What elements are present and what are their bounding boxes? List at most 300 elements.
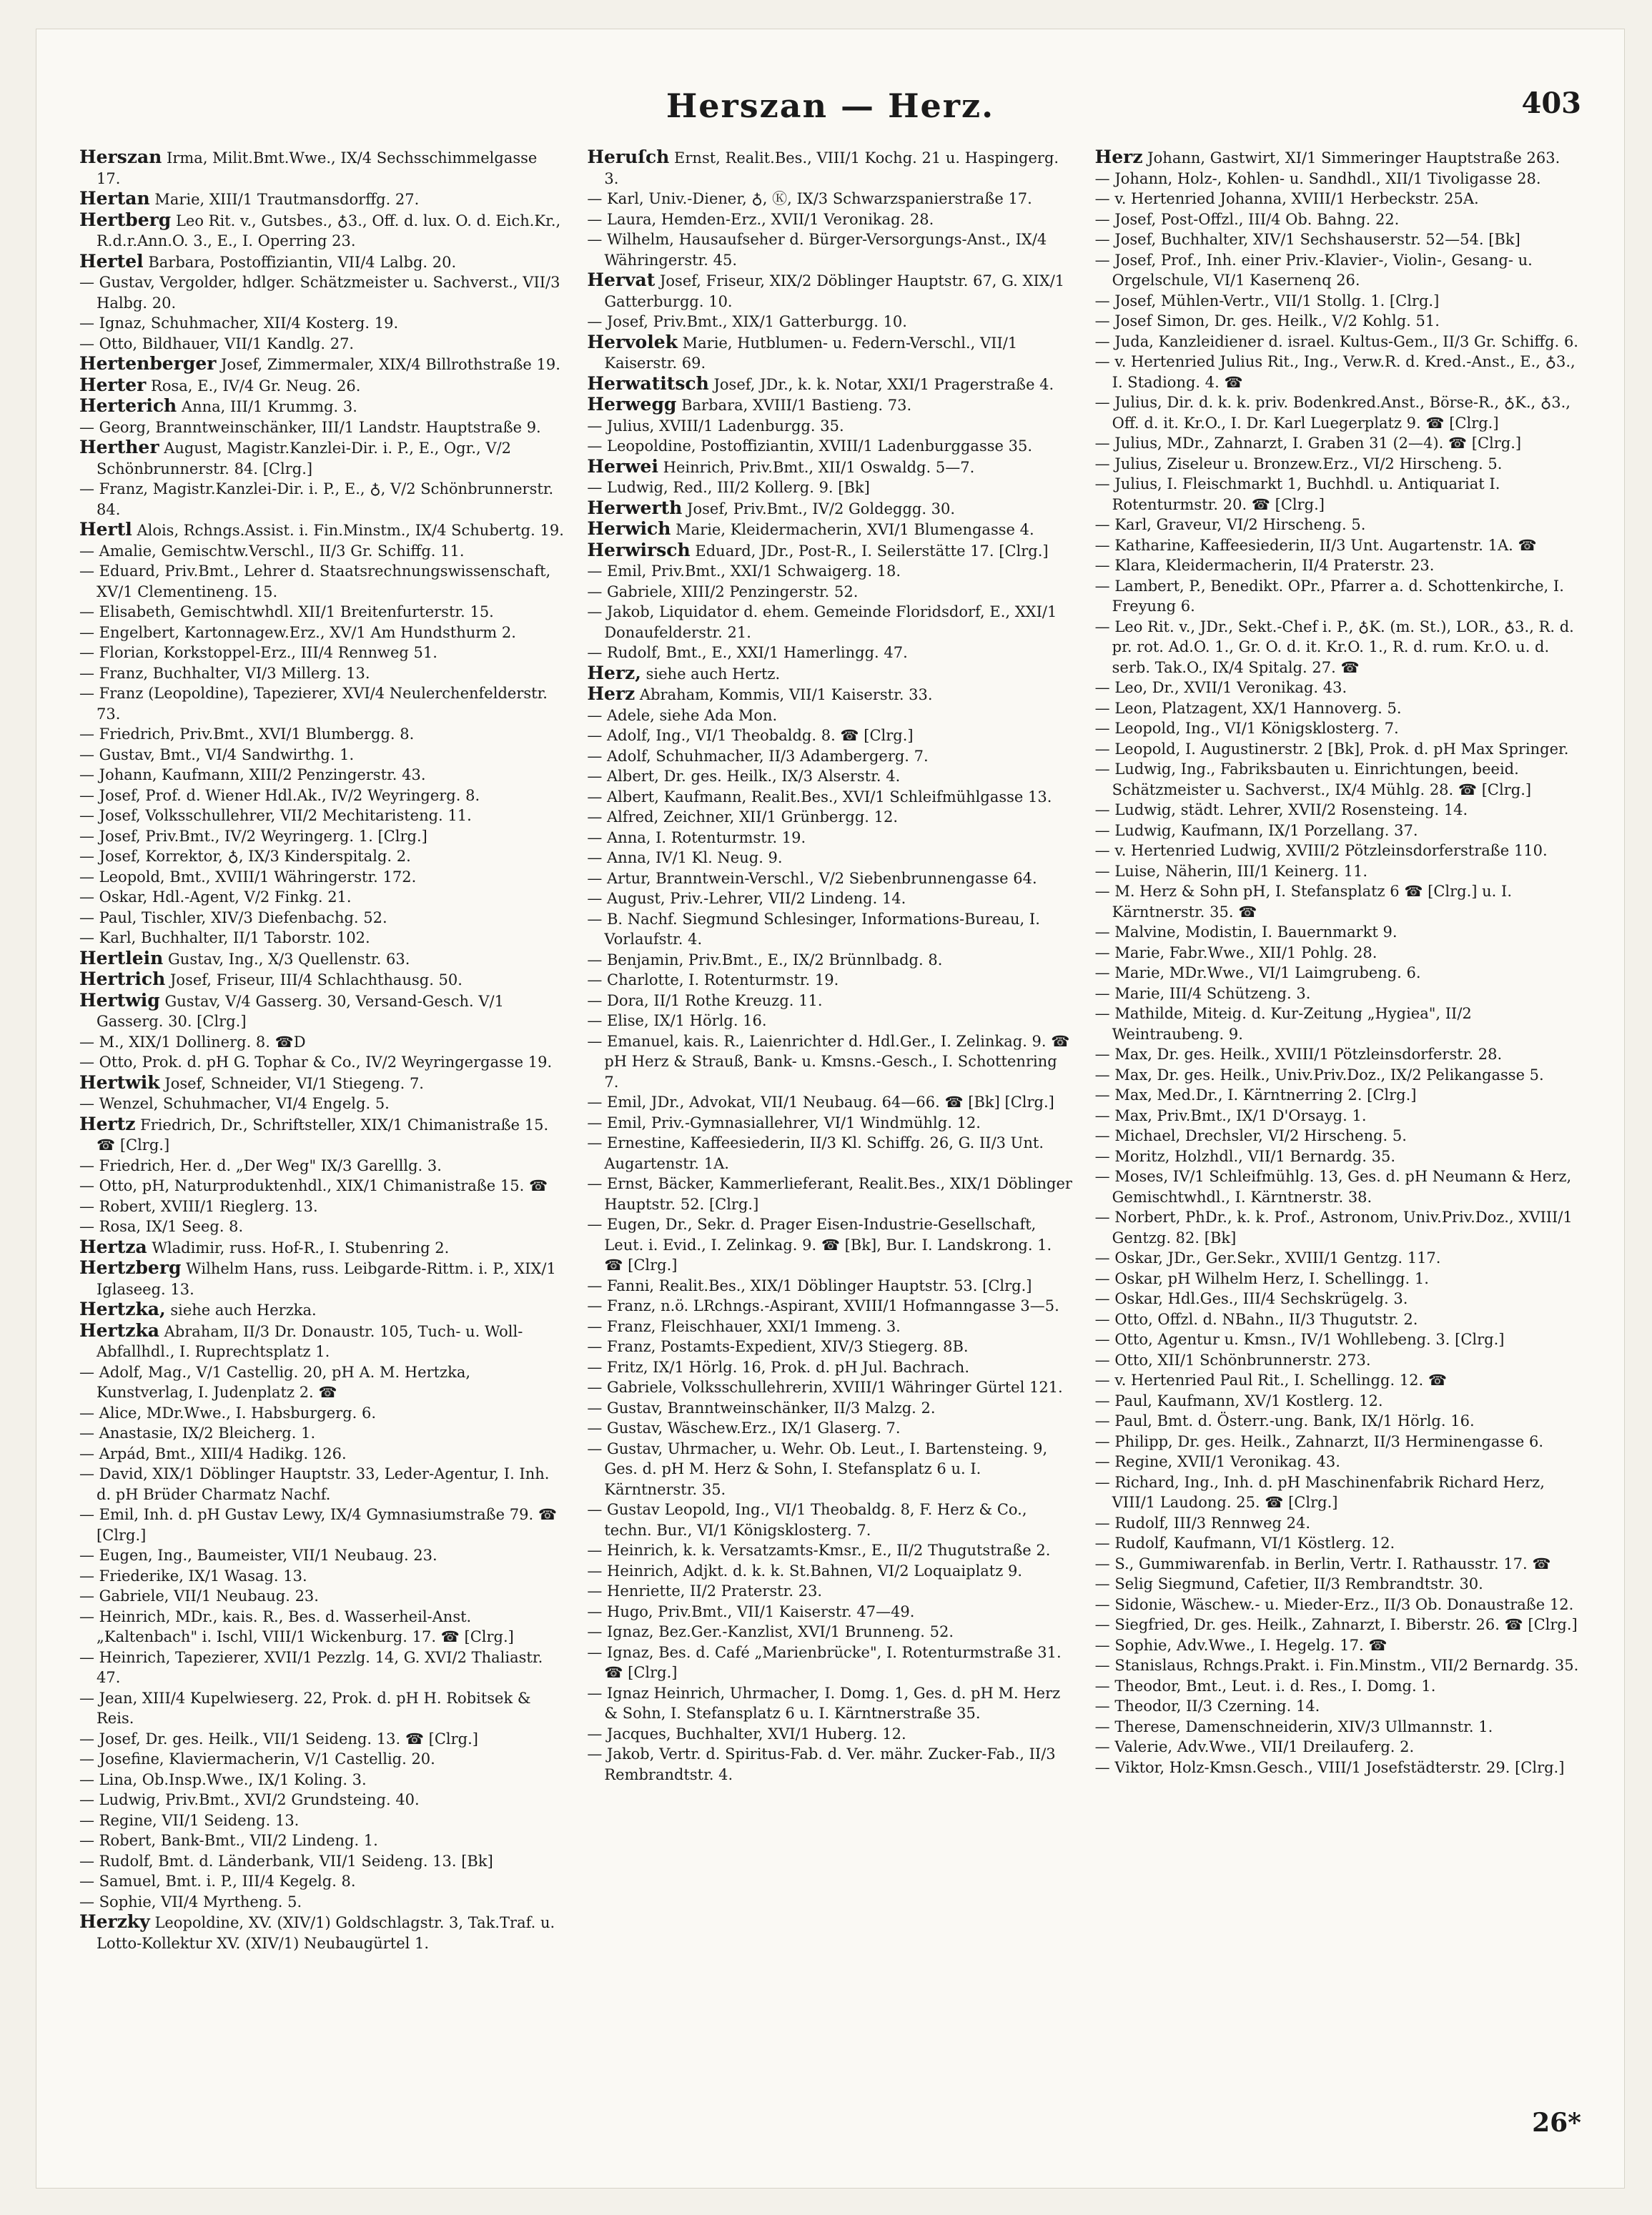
entry-text: — Hugo, Priv.Bmt., VII/1 Kaiserstr. 47—49. bbox=[587, 1602, 915, 1620]
directory-entry bbox=[1095, 1207, 1581, 1248]
directory-entry bbox=[1095, 800, 1581, 821]
entry-text: — Friedrich, Priv.Bmt., XVI/1 Blumbergg. 8. bbox=[79, 725, 415, 743]
entry-surname: Herwerth bbox=[587, 497, 683, 518]
entry-text: — Therese, Damenschneiderin, XIV/3 Ullmannstr. 1. bbox=[1094, 1718, 1493, 1735]
entry-text: August, Magistr.Kanzlei-Dir. i. P., E., Ogr., V/2 Schönbrunnerstr. 84. [Clrg.] bbox=[97, 440, 511, 477]
directory-entry bbox=[1095, 1472, 1581, 1513]
entry-text: — Ernst, Bäcker, Kammerlieferant, Realit.Bes., XIX/1 Döblinger Hauptstr. 52. [Clrg.] bbox=[587, 1175, 1072, 1213]
entry-text: Gustav, Ing., X/3 Quellenstr. 63. bbox=[168, 950, 410, 968]
entry-text: — Emil, JDr., Advokat, VII/1 Neubaug. 64—66. ☎ [Bk] [Clrg.] bbox=[587, 1094, 1054, 1111]
directory-entry bbox=[587, 312, 1073, 332]
directory-entry bbox=[79, 1176, 565, 1196]
entry-text: — Josef Simon, Dr. ges. Heilk., V/2 Kohlg. 51. bbox=[1094, 312, 1440, 329]
directory-entry bbox=[1095, 698, 1581, 719]
entry-text: — Oskar, pH Wilhelm Herz, I. Schellingg. 1. bbox=[1094, 1269, 1429, 1287]
directory-entry bbox=[79, 1586, 565, 1607]
directory-entry bbox=[79, 1423, 565, 1444]
entry-text: — Leo, Dr., XVII/1 Veronikag. 43. bbox=[1094, 679, 1347, 696]
directory-entry bbox=[1095, 821, 1581, 841]
directory-entry bbox=[79, 1237, 565, 1259]
directory-entry bbox=[79, 1871, 565, 1892]
entry-text: — v. Hertenried Ludwig, XVIII/2 Pötzleinsdorferstraße 110. bbox=[1094, 842, 1548, 859]
directory-entry bbox=[1095, 189, 1581, 209]
entry-text: — Oskar, Hdl.Ges., III/4 Sechskrügelg. 3. bbox=[1094, 1290, 1408, 1307]
directory-entry bbox=[79, 826, 565, 847]
directory-entry bbox=[587, 147, 1073, 189]
directory-entry bbox=[1095, 841, 1581, 861]
directory-entry bbox=[79, 806, 565, 826]
directory-entry bbox=[79, 1114, 565, 1156]
entry-text: — Juda, Kanzleidiener d. israel. Kultus-Gem., II/3 Gr. Schiffg. 6. bbox=[1094, 332, 1578, 350]
entry-text: — Oskar, Hdl.-Agent, V/2 Finkg. 21. bbox=[79, 888, 352, 906]
directory-entry bbox=[1095, 718, 1581, 739]
entry-text: — Siegfried, Dr. ges. Heilk., Zahnarzt, I. Biberstr. 26. ☎ [Clrg.] bbox=[1094, 1616, 1578, 1633]
directory-entry bbox=[1095, 1329, 1581, 1350]
entry-text: — Regine, XVII/1 Veronikag. 43. bbox=[1094, 1453, 1340, 1470]
entry-text: — Ernestine, Kaffeesiederin, II/3 Kl. Schiffg. 26, G. II/3 Unt. Augartenstr. 1A. bbox=[587, 1134, 1044, 1172]
directory-entry bbox=[1095, 1635, 1581, 1656]
entry-text: Johann, Gastwirt, XI/1 Simmeringer Hauptstraße 263. bbox=[1147, 149, 1561, 167]
entry-surname: Herwirsch bbox=[587, 539, 691, 560]
directory-entry bbox=[79, 1688, 565, 1729]
entry-text: — Fritz, IX/1 Hörlg. 16, Prok. d. pH Jul. Bachrach. bbox=[587, 1358, 969, 1376]
entry-text: Josef, Friseur, XIX/2 Döblinger Hauptstr. 67, G. XIX/1 Gatterburgg. 10. bbox=[604, 272, 1065, 310]
directory-entry bbox=[79, 272, 565, 313]
entry-text: — Gabriele, XIII/2 Penzingerstr. 52. bbox=[587, 583, 859, 600]
entry-text: — Ludwig, Priv.Bmt., XVI/2 Grundsteing. 40. bbox=[79, 1791, 420, 1808]
entry-surname: Hervat bbox=[587, 269, 656, 290]
directory-entry bbox=[79, 396, 565, 417]
entry-text: — Heinrich, Tapezierer, XVII/1 Pezzlg. 14, G. XVI/2 Thaliastr. 47. bbox=[79, 1648, 543, 1686]
entry-text: — Artur, Branntwein-Verschl., V/2 Siebenbrunnengasse 64. bbox=[587, 869, 1037, 887]
entry-text: — Anna, IV/1 Kl. Neug. 9. bbox=[587, 849, 783, 866]
directory-entry bbox=[79, 541, 565, 562]
entry-text: — Otto, Bildhauer, VII/1 Kandlg. 27. bbox=[79, 335, 355, 352]
entry-text: Anna, III/1 Krummg. 3. bbox=[181, 398, 357, 415]
directory-entry bbox=[1095, 1269, 1581, 1289]
entry-text: — Charlotte, I. Rotenturmstr. 19. bbox=[587, 971, 839, 988]
directory-entry bbox=[1095, 535, 1581, 556]
column-right bbox=[1095, 147, 1581, 2095]
entry-surname: Herszan bbox=[79, 147, 162, 167]
entry-text: — Valerie, Adv.Wwe., VII/1 Dreilauferg. 2. bbox=[1094, 1738, 1415, 1755]
directory-entry bbox=[587, 828, 1073, 848]
entry-text: — Karl, Buchhalter, II/1 Taborstr. 102. bbox=[79, 929, 370, 946]
entry-text: — M. Herz & Sohn pH, I. Stefansplatz 6 ☎ [Clrg.] u. I. Kärntnerstr. 35. ☎ bbox=[1094, 883, 1513, 921]
directory-entry bbox=[79, 765, 565, 786]
directory-entry bbox=[1095, 352, 1581, 392]
entry-surname: Herzky bbox=[79, 1911, 150, 1932]
directory-entry bbox=[79, 210, 565, 252]
entry-text: — Henriette, II/2 Praterstr. 23. bbox=[587, 1582, 823, 1600]
directory-entry bbox=[1095, 759, 1581, 800]
entry-text: — Gustav, Bmt., VI/4 Sandwirthg. 1. bbox=[79, 745, 355, 763]
directory-entry bbox=[587, 684, 1073, 705]
directory-entry bbox=[587, 1642, 1073, 1683]
directory-entry bbox=[587, 1296, 1073, 1317]
directory-entry bbox=[1095, 229, 1581, 250]
directory-entry bbox=[587, 1174, 1073, 1214]
entry-surname: Herwich bbox=[587, 518, 671, 539]
directory-entry bbox=[1095, 1452, 1581, 1472]
directory-entry bbox=[587, 766, 1073, 787]
entry-text: — Paul, Kaufmann, XV/1 Kostlerg. 12. bbox=[1094, 1392, 1383, 1409]
entry-text: — Leopoldine, Postoffiziantin, XVIII/1 Ladenburggasse 35. bbox=[587, 437, 1032, 455]
entry-text: Josef, Friseur, III/4 Schlachthausg. 50. bbox=[170, 971, 463, 988]
entry-text: — Richard, Ing., Inh. d. pH Maschinenfabrik Richard Herz, VIII/1 Laudong. 25. ☎ [Clrg.] bbox=[1094, 1473, 1545, 1511]
directory-entry bbox=[587, 1500, 1073, 1540]
directory-entry bbox=[1095, 1737, 1581, 1758]
entry-text: — S., Gummiwarenfab. in Berlin, Vertr. I. Rathausstr. 17. ☎ bbox=[1094, 1555, 1551, 1572]
directory-entry bbox=[79, 375, 565, 397]
entry-surname: Herz, bbox=[587, 662, 641, 683]
directory-entry bbox=[587, 1744, 1073, 1785]
entry-text: — M., XIX/1 Dollinerg. 8. ☎D bbox=[79, 1033, 306, 1051]
entry-text: Abraham, Kommis, VII/1 Kaiserstr. 33. bbox=[639, 686, 933, 703]
entry-text: — Josef, Prof. d. Wiener Hdl.Ak., IV/2 Weyringerg. 8. bbox=[79, 786, 480, 804]
directory-entry bbox=[587, 1377, 1073, 1398]
entry-surname: Hertza bbox=[79, 1236, 147, 1257]
directory-entry bbox=[79, 1216, 565, 1237]
entry-text: — Eugen, Dr., Sekr. d. Prager Eisen-Industrie-Gesellschaft, Leut. i. Evid., I. Zelinkag. 9. ☎ [Bk], Bur. I. Landskrong. 1. ☎ [Clrg.] bbox=[587, 1216, 1052, 1274]
directory-entry bbox=[1095, 1044, 1581, 1065]
entry-text: — Otto, Agentur u. Kmsn., IV/1 Wohllebeng. 3. [Clrg.] bbox=[1094, 1331, 1505, 1348]
directory-entry bbox=[1095, 1533, 1581, 1554]
entry-text: — Julius, Ziseleur u. Bronzew.Erz., VI/2 Hirscheng. 5. bbox=[1094, 455, 1503, 472]
directory-entry bbox=[1095, 1411, 1581, 1432]
entry-text: — Regine, VII/1 Seideng. 13. bbox=[79, 1811, 300, 1829]
entry-text: — Ignaz, Bez.Ger.-Kanzlist, XVI/1 Brunneng. 52. bbox=[587, 1623, 954, 1640]
entry-surname: Herther bbox=[79, 437, 159, 457]
directory-entry bbox=[1095, 332, 1581, 352]
page-header bbox=[79, 69, 1581, 147]
entry-text: — Leo Rit. v., JDr., Sekt.-Chef i. P., ♁K. (m. St.), LOR., ♁3., R. d. pr. rot. Ad.O. 1., Gr. O. d. it. Kr.O. 1., R. d. rum. Kr.O. u. d. serb. Tak.O., IX/4 Spitalg. 27. ☎ bbox=[1094, 618, 1574, 676]
directory-entry bbox=[79, 1545, 565, 1566]
directory-entry bbox=[79, 437, 565, 479]
directory-entry bbox=[1095, 1655, 1581, 1676]
directory-entry bbox=[587, 1581, 1073, 1602]
entry-surname: Hertz bbox=[79, 1113, 136, 1134]
directory-entry bbox=[1095, 392, 1581, 433]
entry-text: — Heinrich, Adjkt. d. k. k. St.Bahnen, VI/2 Loquaiplatz 9. bbox=[587, 1562, 1023, 1580]
entry-surname: Hertenberger bbox=[79, 353, 217, 374]
directory-entry bbox=[79, 1810, 565, 1831]
entry-text: — Luise, Näherin, III/1 Keinerg. 11. bbox=[1094, 862, 1367, 880]
directory-entry bbox=[587, 1113, 1073, 1134]
directory-entry bbox=[587, 848, 1073, 868]
entry-text: — Amalie, Gemischtw.Verschl., II/3 Gr. Schiffg. 11. bbox=[79, 542, 465, 560]
directory-entry bbox=[587, 1031, 1073, 1093]
directory-entry bbox=[1095, 678, 1581, 698]
directory-entry bbox=[79, 1464, 565, 1505]
directory-entry bbox=[79, 1299, 565, 1321]
directory-entry bbox=[587, 1540, 1073, 1561]
entry-text: — B. Nachf. Siegmund Schlesinger, Informations-Bureau, I. Vorlaufstr. 4. bbox=[587, 910, 1040, 948]
directory-entry bbox=[587, 1133, 1073, 1174]
directory-entry bbox=[79, 643, 565, 663]
entry-text: — Fanni, Realit.Bes., XIX/1 Döblinger Hauptstr. 53. [Clrg.] bbox=[587, 1277, 1032, 1294]
entry-text: — Josef, Priv.Bmt., IV/2 Weyringerg. 1. [Clrg.] bbox=[79, 827, 427, 845]
directory-entry bbox=[587, 209, 1073, 230]
directory-entry bbox=[1095, 433, 1581, 454]
directory-entry bbox=[587, 807, 1073, 828]
entry-text: Josef, Schneider, VI/1 Stiegeng. 7. bbox=[164, 1074, 424, 1092]
entry-text: — Josef, Mühlen-Vertr., VII/1 Stollg. 1. [Clrg.] bbox=[1094, 292, 1440, 309]
directory-entry bbox=[1095, 881, 1581, 922]
entry-surname: Hertwig bbox=[79, 989, 160, 1011]
entry-text: — Elisabeth, Gemischtwhdl. XII/1 Breitenfurterstr. 15. bbox=[79, 603, 494, 620]
directory-entry bbox=[587, 457, 1073, 478]
entry-text: — Ignaz, Bes. d. Café „Marienbrücke", I. Rotenturmstraße 31. ☎ [Clrg.] bbox=[587, 1643, 1062, 1681]
entry-text: siehe auch Herzka. bbox=[170, 1302, 317, 1319]
directory-entry bbox=[79, 252, 565, 273]
directory-entry bbox=[587, 436, 1073, 457]
entry-text: — Emanuel, kais. R., Laienrichter d. Hdl.Ger., I. Zelinkag. 9. ☎ pH Herz & Strauß, Bank- u. Kmsns.-Gesch., I. Schottenring 7. bbox=[587, 1032, 1070, 1091]
entry-text: — Gabriele, Volksschullehrerin, XVIII/1 Währinger Gürtel 121. bbox=[587, 1379, 1063, 1396]
directory-entry bbox=[587, 1561, 1073, 1582]
directory-entry bbox=[587, 725, 1073, 746]
directory-entry bbox=[79, 147, 565, 189]
directory-entry bbox=[1095, 1574, 1581, 1595]
entry-text: — Leopold, I. Augustinerstr. 2 [Bk], Prok. d. pH Max Springer. bbox=[1094, 740, 1569, 758]
entry-text: — Josef, Prof., Inh. einer Priv.-Klavier-, Violin-, Gesang- u. Orgelschule, VI/1 Kasernenq 26. bbox=[1094, 251, 1533, 289]
entry-text: — Klara, Kleidermacherin, II/4 Praterstr. 23. bbox=[1094, 557, 1435, 574]
directory-entry bbox=[1095, 617, 1581, 678]
directory-entry bbox=[79, 1156, 565, 1176]
entry-text: — v. Hertenried Julius Rit., Ing., Verw.R. d. Kred.-Anst., E., ♁3., I. Stadiong. 4. ☎ bbox=[1094, 353, 1576, 391]
directory-entry bbox=[587, 229, 1073, 270]
entry-text: — Alfred, Zeichner, XII/1 Grünbergg. 12. bbox=[587, 808, 899, 826]
directory-entry bbox=[587, 498, 1073, 520]
entry-surname: Herwei bbox=[587, 455, 658, 477]
entry-text: — Moses, IV/1 Schleifmühlg. 13, Ges. d. pH Neumann & Herz, Gemischtwhdl., I. Kärntnerstr. 38. bbox=[1094, 1168, 1572, 1206]
entry-text: — Theodor, Bmt., Leut. i. d. Res., I. Domg. 1. bbox=[1094, 1677, 1436, 1695]
entry-text: — August, Priv.-Lehrer, VII/2 Lindeng. 14. bbox=[587, 890, 906, 907]
entry-text: — Michael, Drechsler, VI/2 Hirscheng. 5. bbox=[1094, 1127, 1407, 1144]
entry-text: — Mathilde, Miteig. d. Kur-Zeitung „Hygiea", II/2 Weintraubeng. 9. bbox=[1094, 1005, 1472, 1043]
entry-text: — Karl, Graveur, VI/2 Hirscheng. 5. bbox=[1094, 516, 1366, 533]
directory-entry bbox=[79, 1830, 565, 1851]
directory-entry bbox=[1095, 861, 1581, 882]
directory-entry bbox=[79, 1258, 565, 1299]
entry-text: — Josef, Volksschullehrer, VII/2 Mechitaristeng. 11. bbox=[79, 807, 472, 824]
entry-text: — Eduard, Priv.Bmt., Lehrer d. Staatsrechnungswissenschaft, XV/1 Clementineng. 15. bbox=[79, 563, 551, 600]
directory-entry bbox=[587, 1011, 1073, 1031]
directory-entry bbox=[1095, 1248, 1581, 1269]
entry-text: — Gustav, Branntweinschänker, II/3 Malzg. 2. bbox=[587, 1399, 936, 1417]
directory-entry bbox=[1095, 963, 1581, 983]
directory-entry bbox=[79, 991, 565, 1032]
entry-surname: Heruſch bbox=[587, 147, 670, 167]
directory-entry bbox=[587, 519, 1073, 540]
directory-entry bbox=[79, 1444, 565, 1465]
directory-entry bbox=[79, 1749, 565, 1770]
entry-text: — Rosa, IX/1 Seeg. 8. bbox=[79, 1218, 244, 1235]
entry-text: — Julius, Dir. d. k. k. priv. Bodenkred.Anst., Börse-R., ♁K., ♁3., Off. d. it. Kr.O., I. Dr. Karl Luegerplatz 9. ☎ [Clrg.] bbox=[1094, 394, 1571, 432]
entry-text: — Malvine, Modistin, I. Bauernmarkt 9. bbox=[1094, 923, 1398, 941]
entry-text: — Josef, Priv.Bmt., XIX/1 Gatterburgg. 10. bbox=[587, 313, 907, 330]
entry-text: Irma, Milit.Bmt.Wwe., IX/4 Sechsschimmelgasse 17. bbox=[97, 149, 538, 187]
entry-text: Alois, Rchngs.Assist. i. Fin.Minstm., IX/4 Schubertg. 19. bbox=[137, 522, 564, 539]
entry-text: — Viktor, Holz-Kmsn.Gesch., VIII/1 Josefstädterstr. 29. [Clrg.] bbox=[1094, 1758, 1565, 1776]
directory-entry bbox=[1095, 1004, 1581, 1044]
directory-entry bbox=[1095, 1717, 1581, 1738]
directory-entry bbox=[587, 1602, 1073, 1622]
directory-entry bbox=[1095, 474, 1581, 515]
entry-text: — Franz, Buchhalter, VI/3 Millerg. 13. bbox=[79, 664, 370, 682]
entry-text: — Otto, Offzl. d. NBahn., II/3 Thugutstr. 2. bbox=[1094, 1310, 1418, 1328]
directory-entry bbox=[1095, 454, 1581, 475]
entry-text: Marie, XIII/1 Trautmansdorffg. 27. bbox=[154, 191, 420, 208]
entry-text: Barbara, XVIII/1 Bastieng. 73. bbox=[681, 397, 912, 414]
directory-entry bbox=[587, 374, 1073, 395]
directory-entry bbox=[79, 683, 565, 724]
directory-entry bbox=[587, 1337, 1073, 1357]
entry-text: — Jean, XIII/4 Kupelwieserg. 22, Prok. d. pH H. Robitsek & Reis. bbox=[79, 1689, 531, 1727]
directory-entry bbox=[79, 1032, 565, 1053]
directory-entry bbox=[79, 1892, 565, 1913]
directory-entry bbox=[79, 1607, 565, 1647]
directory-entry bbox=[1095, 1595, 1581, 1615]
entry-surname: Hertlein bbox=[79, 947, 164, 968]
entry-text: — Rudolf, III/3 Rennweg 24. bbox=[1094, 1514, 1311, 1532]
entry-text: — Otto, pH, Naturproduktenhdl., XIX/1 Chimanistraße 15. ☎ bbox=[79, 1177, 548, 1194]
directory-entry bbox=[79, 1362, 565, 1403]
directory-entry bbox=[1095, 1146, 1581, 1167]
entry-text: Barbara, Postoffiziantin, VII/4 Lalbg. 20. bbox=[148, 253, 457, 271]
entry-text: Friedrich, Dr., Schriftsteller, XIX/1 Chimanistraße 15. ☎ [Clrg.] bbox=[97, 1116, 549, 1154]
entry-text: siehe auch Hertz. bbox=[646, 665, 781, 683]
entry-text: — Rudolf, Bmt., E., XXI/1 Hamerlingg. 47. bbox=[587, 644, 908, 661]
entry-surname: Herwatitsch bbox=[587, 372, 709, 394]
directory-entry bbox=[79, 969, 565, 991]
entry-text: — Max, Priv.Bmt., IX/1 D'Orsayg. 1. bbox=[1094, 1106, 1367, 1124]
entry-text: — Marie, III/4 Schützeng. 3. bbox=[1094, 984, 1311, 1002]
entry-text: — Gabriele, VII/1 Neubaug. 23. bbox=[79, 1587, 319, 1605]
directory-entry bbox=[1095, 943, 1581, 963]
entry-surname: Herz bbox=[587, 683, 635, 704]
entry-text: Rosa, E., IV/4 Gr. Neug. 26. bbox=[151, 377, 361, 395]
entry-text: — Ignaz Heinrich, Uhrmacher, I. Domg. 1, Ges. d. pH M. Herz & Sohn, I. Stefansplatz 6 u. I. Kärntnerstraße 35. bbox=[587, 1684, 1061, 1722]
entry-text: — Max, Dr. ges. Heilk., XVIII/1 Pötzleinsdorferstr. 28. bbox=[1094, 1046, 1503, 1063]
entry-text: — Max, Med.Dr., I. Kärntnerring 2. [Clrg.] bbox=[1094, 1086, 1417, 1104]
entry-text: — Alice, MDr.Wwe., I. Habsburgerg. 6. bbox=[79, 1404, 377, 1422]
entry-text: — Gustav, Wäschew.Erz., IX/1 Glaserg. 7. bbox=[587, 1419, 901, 1437]
entry-surname: Hertzberg bbox=[79, 1257, 182, 1278]
entry-text: — Emil, Priv.Bmt., XXI/1 Schwaigerg. 18. bbox=[587, 563, 901, 580]
entry-text: — Adolf, Schuhmacher, II/3 Adambergerg. 7. bbox=[587, 747, 929, 765]
directory-entry bbox=[79, 745, 565, 765]
directory-entry bbox=[587, 868, 1073, 889]
entry-surname: Hertl bbox=[79, 519, 132, 540]
entry-text: — Emil, Priv.-Gymnasiallehrer, VI/1 Windmühlg. 12. bbox=[587, 1114, 981, 1131]
entry-text: — Josef, Buchhalter, XIV/1 Sechshauserstr. 52—54. [Bk] bbox=[1094, 231, 1520, 248]
entry-text: Eduard, JDr., Post-R., I. Seilerstätte 17. [Clrg.] bbox=[695, 542, 1049, 560]
entry-text: — Samuel, Bmt. i. P., III/4 Kegelg. 8. bbox=[79, 1873, 356, 1890]
entry-text: — Karl, Univ.-Diener, ♁, Ⓚ, IX/3 Schwarzspanierstraße 17. bbox=[587, 190, 1032, 207]
directory-entry bbox=[1095, 1126, 1581, 1146]
entry-text: — Lina, Ob.Insp.Wwe., IX/1 Koling. 3. bbox=[79, 1770, 367, 1788]
directory-entry bbox=[1095, 983, 1581, 1004]
entry-text: — Sophie, VII/4 Myrtheng. 5. bbox=[79, 1893, 302, 1911]
directory-entry bbox=[1095, 1289, 1581, 1309]
running-head: Herszan — Herz. bbox=[666, 86, 995, 125]
directory-entry bbox=[79, 867, 565, 888]
entry-text: — Jacques, Buchhalter, XVI/1 Huberg. 12. bbox=[587, 1725, 906, 1743]
directory-entry bbox=[1095, 922, 1581, 943]
directory-entry bbox=[587, 477, 1073, 498]
directory-entry bbox=[587, 540, 1073, 562]
directory-entry bbox=[1095, 1676, 1581, 1697]
entry-text: — Philipp, Dr. ges. Heilk., Zahnarzt, II/3 Herminengasse 6. bbox=[1094, 1432, 1544, 1450]
directory-entry bbox=[587, 1622, 1073, 1642]
entry-text: — Wilhelm, Hausaufseher d. Bürger-Versorgungs-Anst., IX/4 Währingerstr. 45. bbox=[587, 231, 1047, 269]
entry-text: — Ludwig, Ing., Fabriksbauten u. Einrichtungen, beeid. Schätzmeister u. Sachverst., IX/4 Mühlg. 28. ☎ [Clrg.] bbox=[1094, 760, 1532, 798]
directory-entry bbox=[79, 561, 565, 602]
entry-text: — Gustav, Vergolder, hdlger. Schätzmeister u. Sachverst., VII/3 Halbg. 20. bbox=[79, 274, 560, 312]
entry-surname: Hertberg bbox=[79, 209, 172, 230]
entry-text: — Paul, Bmt. d. Österr.-ung. Bank, IX/1 Hörlg. 16. bbox=[1094, 1412, 1475, 1429]
directory-entry bbox=[79, 313, 565, 334]
directory-entry bbox=[79, 417, 565, 438]
entry-text: — Franz (Leopoldine), Tapezierer, XVI/4 Neulerchenfelderstr. 73. bbox=[79, 685, 548, 723]
directory-entry bbox=[587, 787, 1073, 808]
directory-entry bbox=[1095, 291, 1581, 312]
directory-entry bbox=[587, 970, 1073, 991]
directory-entry bbox=[587, 746, 1073, 767]
directory-entry bbox=[587, 991, 1073, 1011]
directory-entry bbox=[587, 888, 1073, 909]
directory-entry bbox=[79, 1770, 565, 1790]
directory-entry bbox=[79, 1851, 565, 1872]
entry-text: — Florian, Korkstoppel-Erz., III/4 Rennweg 51. bbox=[79, 644, 437, 661]
directory-entry bbox=[79, 887, 565, 908]
directory-entry bbox=[1095, 1554, 1581, 1575]
directory-entry bbox=[1095, 1696, 1581, 1717]
entry-text: — Albert, Dr. ges. Heilk., IX/3 Alserstr. 4. bbox=[587, 768, 901, 785]
entry-text: Wladimir, russ. Hof-R., I. Stubenring 2. bbox=[152, 1239, 450, 1257]
directory-entry bbox=[79, 1729, 565, 1750]
entry-text: — Sophie, Adv.Wwe., I. Hegelg. 17. ☎ bbox=[1094, 1636, 1388, 1654]
entry-text: — Sidonie, Wäschew.- u. Mieder-Erz., II/3 Ob. Donaustraße 12. bbox=[1094, 1595, 1574, 1613]
directory-entry bbox=[587, 1398, 1073, 1419]
directory-entry bbox=[1095, 1370, 1581, 1391]
directory-entry bbox=[587, 1683, 1073, 1724]
entry-text: — Julius, I. Fleischmarkt 1, Buchhdl. u. Antiquariat I. Rotenturmstr. 20. ☎ [Clrg.] bbox=[1094, 475, 1500, 513]
directory-entry bbox=[79, 928, 565, 948]
directory-entry bbox=[79, 1073, 565, 1094]
directory-entry bbox=[79, 1403, 565, 1424]
entry-text: — Jakob, Vertr. d. Spiritus-Fab. d. Ver. mähr. Zucker-Fab., II/3 Rembrandtstr. 4. bbox=[587, 1745, 1056, 1783]
directory-entry bbox=[587, 1214, 1073, 1276]
entry-surname: Hertzka, bbox=[79, 1299, 166, 1319]
entry-text: Heinrich, Priv.Bmt., XII/1 Oswaldg. 5—7. bbox=[663, 458, 975, 476]
entry-text: — Heinrich, k. k. Versatzamts-Kmsr., E., II/2 Thugutstraße 2. bbox=[587, 1542, 1051, 1559]
directory-entry bbox=[79, 908, 565, 928]
directory-entry bbox=[79, 1321, 565, 1362]
entry-text: — Marie, Fabr.Wwe., XII/1 Pohlg. 28. bbox=[1094, 943, 1378, 961]
directory-entry bbox=[79, 1790, 565, 1810]
entry-text: Abraham, II/3 Dr. Donaustr. 105, Tuch- u. Woll-Abfallhdl., I. Ruprechtsplatz 1. bbox=[97, 1322, 523, 1360]
entry-text: Ernst, Realit.Bes., VIII/1 Kochg. 21 u. Haspingerg. 3. bbox=[604, 149, 1059, 187]
entry-text: — Laura, Hemden-Erz., XVII/1 Veronikag. 28. bbox=[587, 210, 934, 228]
directory-entry bbox=[1095, 311, 1581, 332]
entry-surname: Hertrich bbox=[79, 968, 166, 989]
directory-entry bbox=[79, 786, 565, 806]
column-left bbox=[79, 147, 565, 2095]
entry-text: Josef, JDr., k. k. Notar, XXI/1 Pragerstraße 4. bbox=[713, 375, 1054, 393]
entry-text: — Moritz, Holzhdl., VII/1 Bernardg. 35. bbox=[1094, 1147, 1396, 1165]
